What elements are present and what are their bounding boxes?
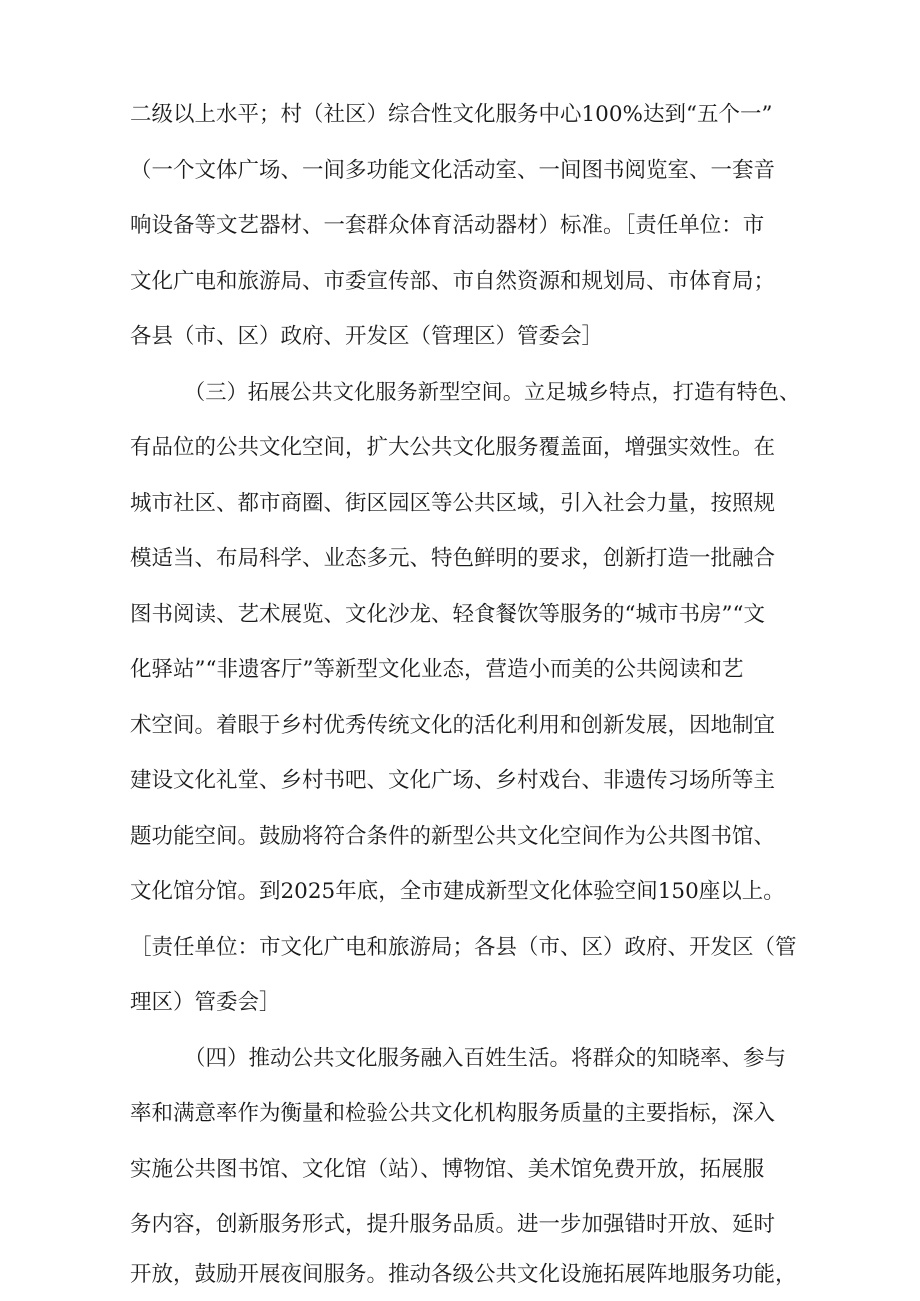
- text-line: 术空间。着眼于乡村优秀传统文化的活化利用和创新发展，因地制宜: [130, 713, 776, 738]
- text-line: 化驿站”“非遗客厅”等新型文化业态，营造小而美的公共阅读和艺: [130, 657, 744, 682]
- text-line: 图书阅读、艺术展览、文化沙龙、轻食餐饮等服务的“城市书房”“文: [130, 602, 765, 627]
- text-line: 二级以上水平；村（社区）综合性文化服务中心100%达到“五个一”: [130, 102, 773, 127]
- text-line: 务内容，创新服务形式，提升服务品质。进一步加强错时开放、延时: [130, 1212, 776, 1237]
- text-line: 城市社区、都市商圈、街区园区等公共区域，引入社会力量，按照规: [130, 491, 776, 516]
- text-line: 率和满意率作为衡量和检验公共文化机构服务质量的主要指标，深入: [130, 1101, 776, 1126]
- text-line: 文化馆分馆。到2025年底，全市建成新型文化体验空间150座以上。: [130, 879, 785, 904]
- section-heading-3: （三）拓展公共文化服务新型空间。立足城乡特点，打造有特色、: [184, 380, 801, 405]
- text-line: ［责任单位：市文化广电和旅游局；各县（市、区）政府、开发区（管: [130, 935, 797, 960]
- text-line: 建设文化礼堂、乡村书吧、文化广场、乡村戏台、非遗传习场所等主: [130, 768, 776, 793]
- section-heading-4: （四）推动公共文化服务融入百姓生活。将群众的知晓率、参与: [184, 1046, 787, 1071]
- text-line: 各县（市、区）政府、开发区（管理区）管委会］: [130, 324, 604, 349]
- text-line: （一个文体广场、一间多功能文化活动室、一间图书阅览室、一套音: [130, 158, 776, 183]
- text-line: 开放，鼓励开展夜间服务。推动各级公共文化设施拓展阵地服务功能，: [130, 1262, 797, 1287]
- text-line: 模适当、布局科学、业态多元、特色鲜明的要求，创新打造一批融合: [130, 546, 776, 571]
- text-line: 有品位的公共文化空间，扩大公共文化服务覆盖面，增强实效性。在: [130, 435, 776, 460]
- text-line: 实施公共图书馆、文化馆（站）、博物馆、美术馆免费开放，拓展服: [130, 1157, 765, 1182]
- text-line: 文化广电和旅游局、市委宣传部、市自然资源和规划局、市体育局；: [130, 269, 776, 294]
- text-line: 响设备等文艺器材、一套群众体育活动器材）标准。［责任单位：市: [130, 213, 765, 238]
- text-line: 题功能空间。鼓励将符合条件的新型公共文化空间作为公共图书馆、: [130, 824, 776, 849]
- text-line: 理区）管委会］: [130, 990, 281, 1015]
